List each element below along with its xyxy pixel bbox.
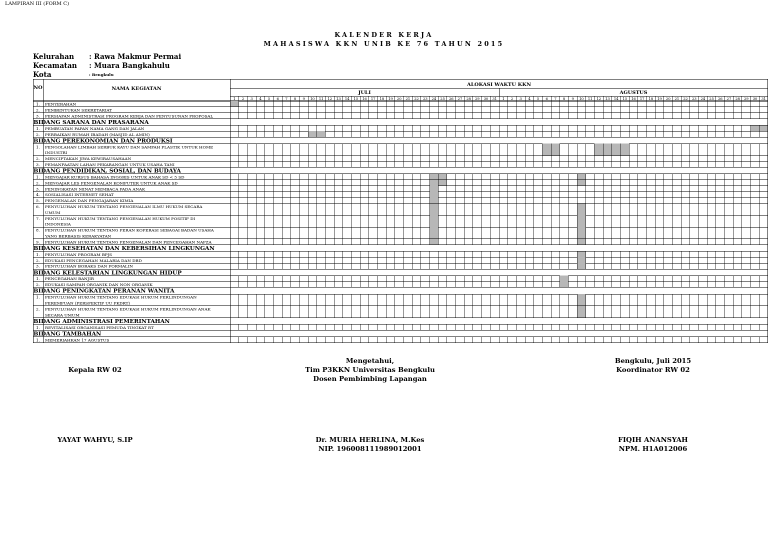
activity-name: PEMANFAATAN LAHAN PEKARANGAN UNTUK USAHA TANI xyxy=(45,162,175,167)
day-number: 30 xyxy=(752,97,758,101)
day-number: 2 xyxy=(510,97,514,101)
document-subtitle: MAHASISWA KKN UNIB KE 76 TAHUN 2015 xyxy=(263,40,505,48)
signature-center-nip: NIP. 196008111989012001 xyxy=(318,445,422,453)
filled-day-cell xyxy=(577,215,586,227)
filled-day-cell xyxy=(759,125,768,131)
filled-day-cell xyxy=(438,180,447,186)
day-number: 3 xyxy=(519,97,522,101)
filled-day-cell xyxy=(577,239,586,245)
filled-day-cell xyxy=(430,227,439,239)
day-number: 6 xyxy=(276,97,279,101)
day-number: 25 xyxy=(440,97,445,101)
signature-right-npm: NPM. H1A012006 xyxy=(618,445,688,453)
activity-name: PENYULUHAN BORAKS DAN FORMALIN xyxy=(45,263,133,269)
row-number: 1. xyxy=(36,101,40,107)
day-number: 10 xyxy=(310,97,315,101)
activity-name: PENYULUHAN HUKUM TENTANG EDUKASI HUKUM PERLINDUNGAN xyxy=(45,294,197,300)
activity-name: PENYULUHAN HUKUM TENTANG PERAN KOPERASI SEBAGAI BADAN USAHA xyxy=(45,227,214,233)
day-number: 31 xyxy=(492,97,497,101)
info-kota xyxy=(33,70,114,79)
day-number: 11 xyxy=(587,97,593,101)
kelurahan-value: : Rawa Makmur Permai xyxy=(89,52,182,61)
row-number: 1. xyxy=(36,324,40,330)
day-number: 6 xyxy=(545,97,548,101)
day-number: 20 xyxy=(665,97,671,101)
day-number: 27 xyxy=(457,97,463,101)
filled-day-cell xyxy=(577,180,586,186)
day-number: 18 xyxy=(648,97,654,101)
day-number: 1 xyxy=(233,97,236,101)
section-title: BIDANG TAMBAHAN xyxy=(33,331,102,338)
day-number: 7 xyxy=(554,97,557,101)
document-title: KALENDER KERJA xyxy=(334,31,434,39)
activity-name: PENYULUHAN HUKUM TENTANG PENGENALAN ILMU HUKUM SECARA xyxy=(45,204,203,209)
day-number: 29 xyxy=(475,97,480,101)
signature-center-line3: Dosen Pembimbing Lapangan xyxy=(313,375,427,383)
row-number: 4. xyxy=(36,192,40,198)
section-title: BIDANG SARANA DAN PRASARANA xyxy=(33,120,149,126)
activity-name: PENYERAHAN xyxy=(45,101,77,107)
info-kelurahan xyxy=(33,52,182,61)
calendar-table xyxy=(33,79,768,345)
day-number: 22 xyxy=(414,97,419,101)
filled-day-cell xyxy=(577,306,586,318)
month-label-juli: JULI xyxy=(358,90,371,96)
day-number: 11 xyxy=(318,97,324,101)
row-number: 1. xyxy=(36,125,40,131)
day-number: 21 xyxy=(674,97,680,101)
row-number: 2. xyxy=(36,107,40,113)
filled-day-cell xyxy=(430,192,439,198)
row-number: 3. xyxy=(36,263,40,269)
row-number: 1. xyxy=(36,144,40,150)
day-number: 24 xyxy=(700,97,706,101)
filled-day-cell xyxy=(577,257,586,263)
filled-day-cell xyxy=(751,125,760,131)
filled-day-cell xyxy=(430,198,439,204)
day-number: 7 xyxy=(285,97,288,101)
day-number: 28 xyxy=(735,97,740,101)
filled-day-cell xyxy=(430,174,439,180)
day-number: 30 xyxy=(483,97,489,101)
no-header: NO xyxy=(33,85,43,91)
signature-right-role: Koordinator RW 02 xyxy=(616,366,690,374)
row-number: 6. xyxy=(36,204,40,209)
day-number: 10 xyxy=(579,97,584,101)
kecamatan-value: : Muara Bangkahulu xyxy=(89,61,170,70)
row-number: 3. xyxy=(36,162,40,167)
day-number: 28 xyxy=(466,97,471,101)
activity-name: EDUKASI PENCEGAHAN MALARIA DAN DBD xyxy=(45,257,142,263)
filled-day-cell xyxy=(430,203,439,215)
day-number: 9 xyxy=(571,97,574,101)
filled-day-cell xyxy=(560,276,569,282)
filled-day-cell xyxy=(230,101,239,107)
day-number: 9 xyxy=(302,97,305,101)
day-number: 31 xyxy=(761,97,766,101)
kota-label: Kota xyxy=(33,70,52,79)
day-number: 16 xyxy=(631,97,636,101)
filled-day-cell xyxy=(577,263,586,269)
filled-day-cell xyxy=(560,282,569,288)
alokasi-header: ALOKASI WAKTU KKN xyxy=(466,82,532,88)
signature-center-name: Dr. MURIA HERLINA, M.Kes xyxy=(315,436,425,444)
filled-day-cell xyxy=(438,174,447,180)
row-number: 2. xyxy=(36,257,40,263)
activity-name: PENYULUHAN HUKUM TENTANG PENGENALAN DAN PENCEGAHAN NAPZA xyxy=(45,239,212,245)
day-number: 3 xyxy=(250,97,253,101)
filled-day-cell xyxy=(612,144,621,156)
filled-day-cell xyxy=(577,203,586,215)
day-number: 19 xyxy=(657,97,662,101)
row-number: 2. xyxy=(36,180,40,186)
day-number: 13 xyxy=(605,97,610,101)
day-number: 23 xyxy=(422,97,428,101)
activity-name: PENCEGAHAN BANJIR xyxy=(45,276,94,282)
day-number: 8 xyxy=(562,97,566,101)
activity-name: UMUM xyxy=(45,209,61,215)
signature-right-name: FIQIH ANANSYAH xyxy=(618,436,688,444)
activity-name: PEREMPUAN (PERSPEKTIF UU PKDRT) xyxy=(45,300,131,306)
activity-name: SECARA UMUM xyxy=(45,312,80,318)
day-number: 4 xyxy=(528,97,531,101)
activity-name: PENYULUHAN HUKUM TENTANG EDUKASI HUKUM PERLINDUNGAN ANAK xyxy=(45,306,211,312)
day-number: 20 xyxy=(396,97,402,101)
row-number: 8. xyxy=(36,227,40,233)
day-number: 17 xyxy=(639,97,645,101)
activity-name: PENYULUHAN PROGRAM BPJS xyxy=(45,251,113,257)
kelurahan-label: Kelurahan xyxy=(33,52,75,61)
day-number: 1 xyxy=(502,97,505,101)
activity-name: PEMBUATAN PAPAN NAMA GANG DAN JALAN xyxy=(45,125,145,131)
filled-day-cell xyxy=(317,131,326,137)
filled-day-cell xyxy=(577,174,586,180)
day-number: 17 xyxy=(370,97,376,101)
row-number: 1. xyxy=(36,174,40,180)
day-number: 2 xyxy=(241,97,245,101)
activity-name: PERBAIKAN RUMAH IBADAH (MASJID AL AMIN) xyxy=(45,131,150,137)
activity-name: MENGAJAR KURSUS BAHASA INGGRIS UNTUK ANAK SD < 5 SD xyxy=(45,174,185,180)
day-number: 25 xyxy=(709,97,714,101)
filled-day-cell xyxy=(551,144,560,156)
row-number: 2. xyxy=(36,156,40,162)
activity-name: MEMERIAHKAN 17 AGUSTUS xyxy=(45,337,110,343)
day-number: 21 xyxy=(405,97,411,101)
kota-value: : Bengkulu xyxy=(89,72,114,77)
filled-day-cell xyxy=(577,294,586,306)
signature-right-place-date: Bengkulu, Juli 2015 xyxy=(614,357,692,365)
signature-center-line1: Mengetahui, xyxy=(345,357,395,365)
row-number: 7. xyxy=(36,215,40,221)
filled-day-cell xyxy=(603,144,612,156)
activity-name: PENGENALAN DAN PENGAJARAN KIMIA xyxy=(45,198,134,204)
activity-name: PENINGKATAN MINAT MEMBACA PADA ANAK xyxy=(45,186,146,192)
day-number: 27 xyxy=(726,97,732,101)
kecamatan-label: Kecamatan xyxy=(33,61,77,70)
filled-day-cell xyxy=(577,227,586,239)
filled-day-cell xyxy=(542,144,551,156)
signature-left-name: YAYAT WAHYU, S.IP xyxy=(57,436,133,444)
activity-name: YANG BERBASIS KERAKYATAN xyxy=(45,233,112,239)
row-number: 2. xyxy=(36,306,40,312)
activity-name: INDUSTRI xyxy=(45,150,68,156)
day-number: 14 xyxy=(613,97,619,101)
section-title: BIDANG KELESTARIAN LINGKUNGAN HIDUP xyxy=(33,270,182,277)
day-number: 5 xyxy=(536,97,540,101)
section-title: BIDANG KESEHATAN DAN KEBERSIHAN LINGKUNGAN xyxy=(33,246,215,252)
day-number: 24 xyxy=(431,97,437,101)
day-number: 19 xyxy=(388,97,393,101)
row-number: 2. xyxy=(36,282,40,288)
day-number: 5 xyxy=(267,97,271,101)
day-number: 4 xyxy=(259,97,262,101)
filled-day-cell xyxy=(430,186,439,192)
section-title: BIDANG PEREKONOMIAN DAN PRODUKSI xyxy=(33,138,173,145)
day-number: 14 xyxy=(344,97,350,101)
month-label-agustus: AGUSTUS xyxy=(619,90,648,96)
day-number: 13 xyxy=(336,97,341,101)
activity-name: EDUKASI SAMPAH ORGANIK DAN NON ORGANIK xyxy=(45,282,153,288)
row-number: 1. xyxy=(36,276,40,282)
day-number: 26 xyxy=(448,97,454,101)
filled-day-cell xyxy=(308,131,317,137)
day-number: 16 xyxy=(362,97,367,101)
activity-name: MENCIPTAKAN JIWA KEWIRAUSAHAAN xyxy=(45,156,132,162)
signature-left-role: Kepala RW 02 xyxy=(68,366,122,374)
filled-day-cell xyxy=(594,144,603,156)
section-title: BIDANG PENDIDIKAN, SOSIAL, DAN BUDAYA xyxy=(33,168,181,175)
section-title: BIDANG PENINGKATAN PERANAN WANITA xyxy=(33,288,175,295)
activity-name: PENYULUHAN HUKUM TENTANG PENGENALAN HUKUM POSITIF DI xyxy=(45,215,196,221)
form-tag: LAMPIRAN III (FORM C) xyxy=(5,1,70,7)
day-number: 8 xyxy=(293,97,297,101)
day-number: 26 xyxy=(717,97,723,101)
filled-day-cell xyxy=(577,251,586,257)
day-number: 15 xyxy=(622,97,628,101)
activity-name: INDONESIA xyxy=(45,221,71,227)
activity-name: REVITALISASI ORGANISASI PEMUDA TINGKAT RT xyxy=(45,324,154,330)
day-number: 22 xyxy=(683,97,688,101)
activity-name: PEMBENTUKAN SEKRETARIAT xyxy=(45,107,112,113)
day-number: 15 xyxy=(353,97,359,101)
signature-center-line2: Tim P3KKN Universitas Bengkulu xyxy=(305,366,435,374)
filled-day-cell xyxy=(620,144,629,156)
row-number: 1. xyxy=(36,337,40,343)
info-kecamatan xyxy=(33,61,170,70)
day-number: 12 xyxy=(327,97,333,101)
row-number: 1. xyxy=(36,251,40,257)
activity-name: MENGAJAR LES PENGENALAN KOMPUTER UNTUK ANAK SD xyxy=(45,180,178,186)
row-number: 2. xyxy=(36,131,40,137)
row-number: 3. xyxy=(36,113,40,119)
filled-day-cell xyxy=(430,239,439,245)
row-number: 9. xyxy=(36,239,40,245)
activity-name: SOSIALISASI INTERNET SEHAT xyxy=(45,192,114,198)
day-number: 12 xyxy=(596,97,602,101)
kegiatan-header: NAMA KEGIATAN xyxy=(111,86,162,92)
activity-name: PERSIAPAN ADMINISTRASI PROGRAM KERJA DAN PENYUSUNAN PROPOSAL xyxy=(45,113,214,119)
section-title: BIDANG ADMINISTRASI PEMERINTAHAN xyxy=(33,318,170,325)
row-number: 3. xyxy=(36,186,40,192)
row-number: 1. xyxy=(36,294,40,300)
day-number: 23 xyxy=(691,97,697,101)
filled-day-cell xyxy=(430,215,439,227)
day-number: 18 xyxy=(379,97,385,101)
day-number: 29 xyxy=(744,97,749,101)
row-number: 5. xyxy=(36,198,40,204)
filled-day-cell xyxy=(430,180,439,186)
activity-name: PENGOLAHAN LIMBAH SERBUK KAYU DAN SAMPAH PLASTIK UNTUK HOME xyxy=(45,144,214,150)
